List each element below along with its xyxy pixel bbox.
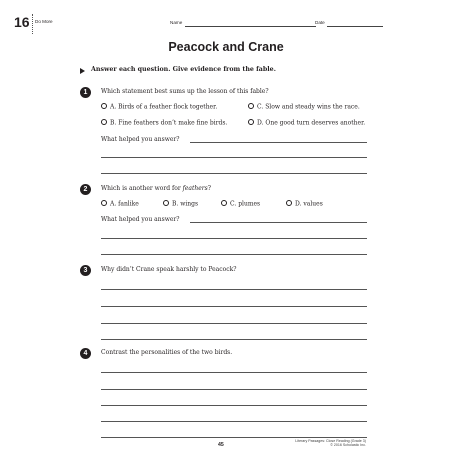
question-4-text: Contrast the personalities of the two birds. bbox=[101, 349, 233, 356]
q2-helped-label: What helped you answer? bbox=[101, 216, 180, 223]
q2-helped-answer-line[interactable] bbox=[190, 222, 367, 223]
q4-answer-line[interactable] bbox=[101, 372, 367, 373]
q1-option-c[interactable]: C. Slow and steady wins the race. bbox=[248, 103, 360, 112]
radio-circle-icon[interactable] bbox=[101, 119, 107, 125]
q2-option-b[interactable]: B. wings bbox=[163, 200, 198, 209]
q4-answer-line[interactable] bbox=[101, 389, 367, 390]
q3-answer-line[interactable] bbox=[101, 289, 367, 290]
date-field[interactable] bbox=[327, 26, 383, 27]
footer-credit: Literary Passages: Close Reading (Grade 3) © 2016 Scholastic Inc. bbox=[295, 439, 366, 448]
question-number-1: 1 bbox=[80, 87, 91, 98]
footer-page-number: 45 bbox=[218, 442, 224, 448]
question-number-2: 2 bbox=[80, 184, 91, 195]
radio-circle-icon[interactable] bbox=[286, 200, 292, 206]
q1-helped-label: What helped you answer? bbox=[101, 136, 180, 143]
name-label: Name bbox=[170, 20, 183, 25]
date-label: Date bbox=[315, 20, 325, 25]
q1-option-d[interactable]: D. One good turn deserves another. bbox=[248, 119, 365, 128]
q2-option-c[interactable]: C. plumes bbox=[221, 200, 260, 209]
q1-helped-answer-line[interactable] bbox=[190, 142, 367, 143]
page-title: Peacock and Crane bbox=[168, 40, 284, 54]
radio-circle-icon[interactable] bbox=[248, 119, 254, 125]
q4-answer-line[interactable] bbox=[101, 421, 367, 422]
radio-circle-icon[interactable] bbox=[101, 103, 107, 109]
q2-answer-line[interactable] bbox=[101, 254, 367, 255]
radio-circle-icon[interactable] bbox=[221, 200, 227, 206]
page-tab-number: 16 bbox=[14, 14, 30, 30]
q1-option-a[interactable]: A. Birds of a feather flock together. bbox=[101, 103, 217, 112]
question-number-4: 4 bbox=[80, 348, 91, 359]
instructions: Answer each question. Give evidence from the fable. bbox=[91, 66, 276, 73]
question-1-text: Which statement best sums up the lesson of this fable? bbox=[101, 88, 269, 95]
header-divider bbox=[32, 14, 33, 34]
q2-option-a[interactable]: A. fanlike bbox=[101, 200, 139, 209]
question-3-text: Why didn’t Crane speak harshly to Peacock? bbox=[101, 266, 237, 273]
section-label: Do More bbox=[35, 19, 53, 24]
radio-circle-icon[interactable] bbox=[163, 200, 169, 206]
q3-answer-line[interactable] bbox=[101, 323, 367, 324]
triangle-arrow-icon bbox=[80, 68, 85, 74]
q2-option-d[interactable]: D. values bbox=[286, 200, 323, 209]
q4-answer-line[interactable] bbox=[101, 437, 367, 438]
q1-answer-line[interactable] bbox=[101, 173, 367, 174]
q4-answer-line[interactable] bbox=[101, 405, 367, 406]
page-header bbox=[14, 14, 438, 32]
question-number-3: 3 bbox=[80, 265, 91, 276]
q1-answer-line[interactable] bbox=[101, 157, 367, 158]
q1-option-b[interactable]: B. Fine feathers don’t make fine birds. bbox=[101, 119, 227, 128]
q3-answer-line[interactable] bbox=[101, 339, 367, 340]
question-2-text: Which is another word for feathers? bbox=[101, 185, 211, 192]
radio-circle-icon[interactable] bbox=[248, 103, 254, 109]
name-field[interactable] bbox=[185, 26, 316, 27]
q3-answer-line[interactable] bbox=[101, 306, 367, 307]
q2-answer-line[interactable] bbox=[101, 238, 367, 239]
radio-circle-icon[interactable] bbox=[101, 200, 107, 206]
